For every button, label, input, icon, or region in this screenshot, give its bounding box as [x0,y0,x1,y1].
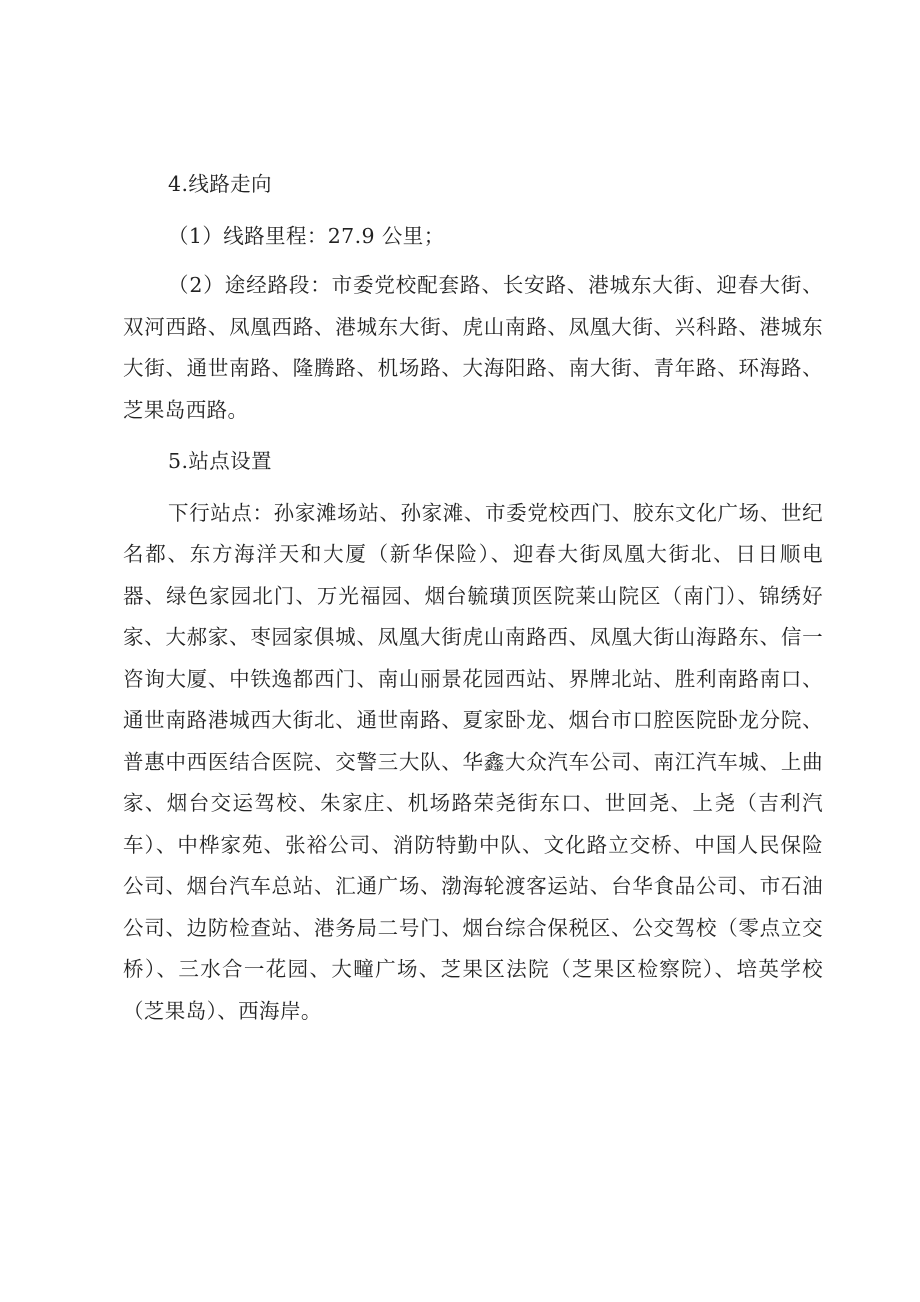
section-5-heading: 5.站点设置 [168,449,272,473]
document-body [123,164,823,1032]
downbound-stops-text: 下行站点：孙家滩场站、孙家滩、市委党校西门、胶东文化广场、世纪名都、东方海洋天和大厦（新华保险）、迎春大街凤凰大街北、日日顺电器、绿色家园北门、万光福园、烟台毓璜顶医院莱山院区（南门）、锦绣好家、大郝家、枣园家俱城、凤凰大街虎山南路西、凤凰大街山海路东、信一咨询大厦、中铁逸都西门、南山丽景花园西站、界牌北站、胜利南路南口、通世南路港城西大街北、通世南路、夏家卧龙、烟台市口腔医院卧龙分院、普惠中西医结合医院、交警三大队、华鑫大众汽车公司、南江汽车城、上曲家、烟台交运驾校、朱家庄、机场路荣尧街东口、世回尧、上尧（吉利汽车）、中桦家苑、张裕公司、消防特勤中队、文化路立交桥、中国人民保险公司、烟台汽车总站、汇通广场、渤海轮渡客运站、台华食品公司、市石油公司、边防检查站、港务局二号门、烟台综合保税区、公交驾校（零点立交桥）、三水合一花园、大疃广场、芝果区法院（芝果区检察院）、培英学校（芝果岛）、西海岸。 [123,500,823,1023]
route-roads-text: （2）途经路段：市委党校配套路、长安路、港城东大街、迎春大街、双河西路、凤凰西路、港城东大街、虎山南路、凤凰大街、兴科路、港城东大街、通世南路、隆腾路、机场路、大海阳路、南大街、青年路、环海路、芝果岛西路。 [123,273,823,422]
section-4-heading: 4.线路走向 [168,172,272,196]
route-distance-text: （1）线路里程：27.9 公里； [168,223,445,248]
